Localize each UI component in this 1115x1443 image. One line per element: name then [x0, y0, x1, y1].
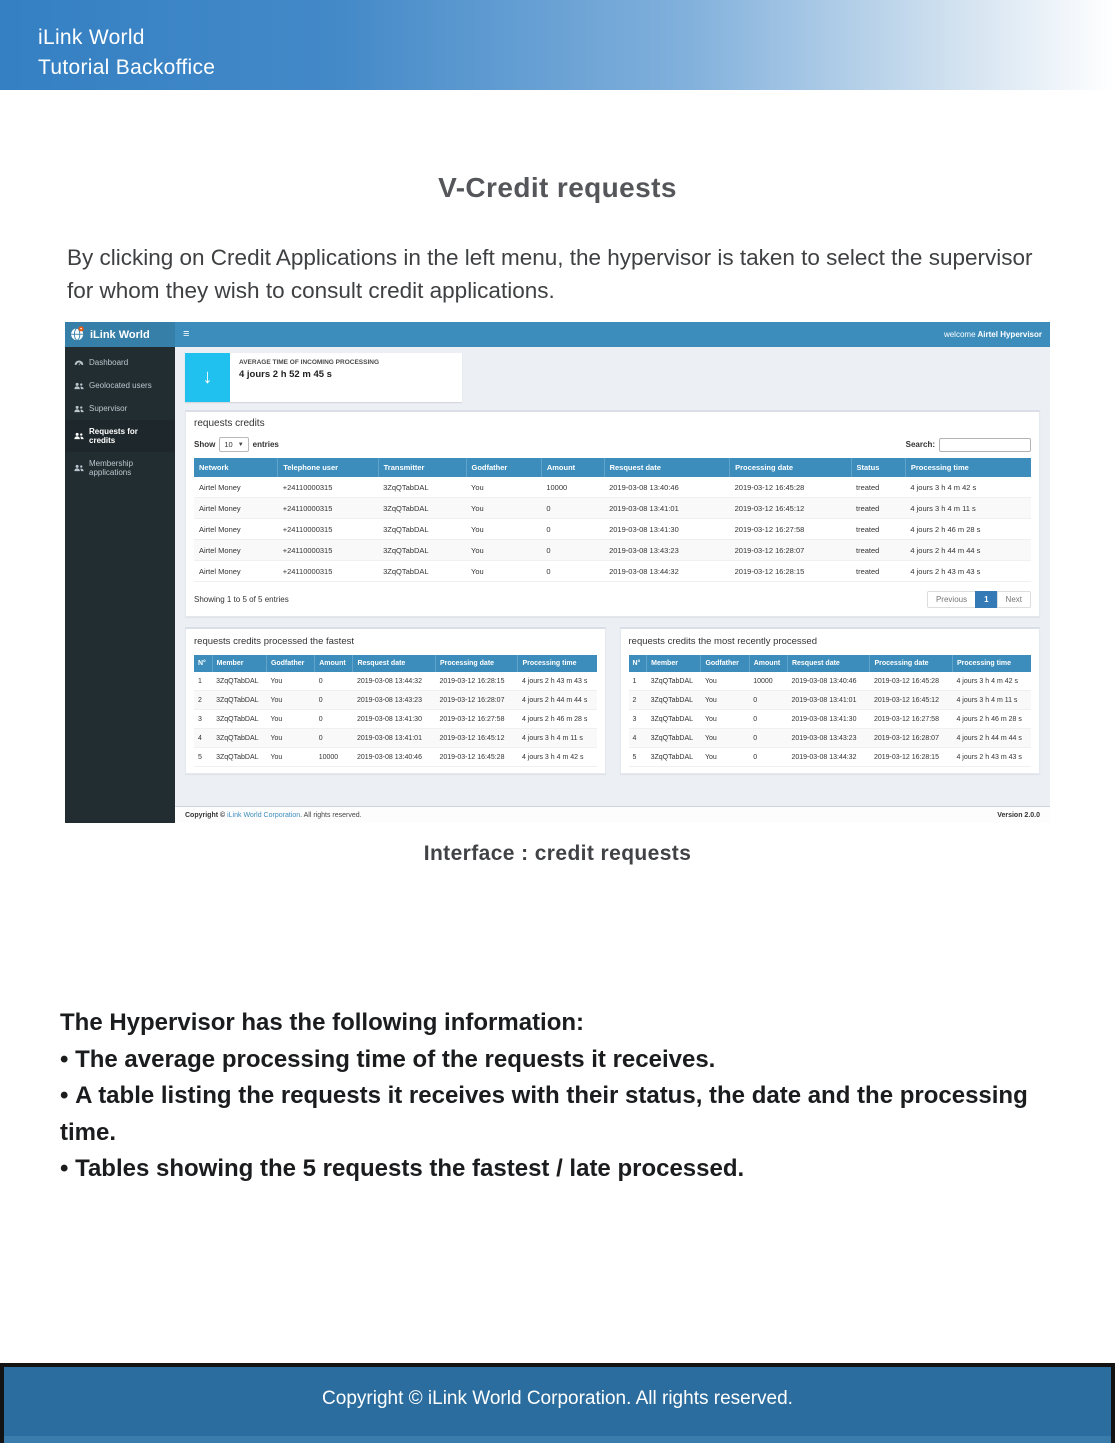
table-footer — [186, 582, 1039, 610]
table-row — [629, 710, 1032, 729]
table-cell: 5 — [194, 748, 212, 767]
users-icon — [74, 405, 84, 413]
table-cell: You — [266, 748, 314, 767]
table-cell: 2019-03-08 13:41:01 — [787, 691, 870, 710]
pagination-page-1[interactable]: 1 — [975, 591, 997, 608]
table-cell: 0 — [315, 710, 353, 729]
page-footer — [0, 1363, 1115, 1443]
users-icon — [74, 432, 84, 440]
table-cell: 2019-03-08 13:41:01 — [353, 729, 436, 748]
table-row — [194, 710, 597, 729]
sidebar-item-label: Dashboard — [89, 358, 129, 367]
table-cell: +24110000315 — [278, 519, 378, 540]
app-version: Version 2.0.0 — [997, 811, 1040, 819]
table-cell: 4 — [194, 729, 212, 748]
table-cell: 2019-03-12 16:28:15 — [730, 561, 851, 582]
table-cell: 2019-03-08 13:40:46 — [787, 672, 870, 691]
table-cell: You — [466, 498, 541, 519]
table-row — [194, 477, 1031, 498]
document-header — [0, 0, 1115, 90]
table-cell: 0 — [541, 519, 604, 540]
table-cell: +24110000315 — [278, 540, 378, 561]
welcome-user: Airtel Hypervisor — [977, 330, 1042, 339]
stat-value: 4 jours 2 h 52 m 45 s — [239, 369, 332, 380]
stat-label: AVERAGE TIME OF INCOMING PROCESSING — [239, 359, 380, 366]
table-cell: You — [701, 748, 749, 767]
table-row — [629, 748, 1032, 767]
sidebar — [65, 347, 175, 823]
doc-header-title: iLink World — [38, 26, 145, 49]
table-cell: 4 jours 2 h 46 m 28 s — [518, 710, 597, 729]
table-cell: You — [466, 561, 541, 582]
table-cell: 0 — [315, 672, 353, 691]
table-cell: treated — [851, 561, 905, 582]
table-cell: 2 — [194, 691, 212, 710]
table-cell: 1 — [629, 672, 647, 691]
stat-text — [230, 353, 388, 402]
table-cell: 3 — [629, 710, 647, 729]
table-cell: 3ZqQTabDAL — [378, 540, 466, 561]
table-cell: 3ZqQTabDAL — [212, 710, 266, 729]
table-header-row — [194, 655, 597, 672]
column-header[interactable]: N° — [194, 655, 212, 672]
app-brand-label: iLink World — [90, 328, 150, 341]
table-cell: You — [466, 540, 541, 561]
table-cell: 0 — [315, 729, 353, 748]
recent-requests-table — [629, 655, 1032, 767]
table-cell: You — [701, 691, 749, 710]
app-brand[interactable] — [65, 322, 175, 347]
entries-label: entries — [252, 440, 279, 449]
column-header[interactable]: Godfather — [466, 458, 541, 477]
table-cell: Airtel Money — [194, 477, 278, 498]
chevron-down-icon: ▼ — [237, 441, 244, 448]
sidebar-item-label: Membership applications — [89, 459, 134, 477]
table-cell: 2019-03-12 16:28:07 — [870, 729, 953, 748]
table-cell: 2019-03-12 16:28:07 — [435, 691, 518, 710]
table-cell: 2019-03-08 13:44:32 — [353, 672, 436, 691]
table-cell: 2019-03-08 13:40:46 — [353, 748, 436, 767]
table-row — [194, 691, 597, 710]
fastest-requests-panel — [185, 627, 606, 774]
sidebar-item-membership-applications[interactable] — [65, 452, 175, 484]
app-body — [65, 347, 1050, 823]
app-footer — [175, 806, 1050, 823]
navbar-rest — [175, 322, 1050, 347]
sidebar-item-requests-for-credits[interactable] — [65, 420, 175, 452]
table-cell: 4 jours 2 h 46 m 28 s — [905, 519, 1031, 540]
table-cell: 0 — [541, 498, 604, 519]
column-header[interactable]: Resquest date — [787, 655, 870, 672]
sidebar-item-label: Geolocated users — [89, 381, 152, 390]
table-cell: 2019-03-12 16:45:28 — [870, 672, 953, 691]
table-cell: 3ZqQTabDAL — [378, 498, 466, 519]
info-bullet-1: • The average processing time of the requests it receives. — [60, 1042, 1065, 1079]
pagination-next[interactable]: Next — [997, 591, 1031, 608]
table-cell: 2019-03-08 13:43:23 — [787, 729, 870, 748]
table-cell: You — [266, 710, 314, 729]
table-cell: Airtel Money — [194, 540, 278, 561]
table-cell: You — [701, 672, 749, 691]
showing-entries-text: Showing 1 to 5 of 5 entries — [194, 595, 289, 604]
table-cell: 3ZqQTabDAL — [212, 729, 266, 748]
sidebar-item-geolocated-users[interactable] — [65, 374, 175, 397]
table-row — [194, 748, 597, 767]
table-cell: 4 jours 2 h 46 m 28 s — [952, 710, 1031, 729]
table-cell: 2019-03-12 16:45:12 — [870, 691, 953, 710]
app-footer-copyright — [185, 812, 362, 819]
requests-credits-panel — [185, 410, 1040, 617]
table-cell: 3 — [194, 710, 212, 729]
table-cell: 2019-03-08 13:40:46 — [604, 477, 730, 498]
down-arrow-icon: ↓ — [185, 353, 230, 402]
info-heading: The Hypervisor has the following information: — [60, 1009, 585, 1036]
table-cell: 4 jours 2 h 43 m 43 s — [518, 672, 597, 691]
table-row — [194, 540, 1031, 561]
panel-title: requests credits the most recently processed — [628, 636, 818, 647]
table-cell: 2019-03-12 16:27:58 — [730, 519, 851, 540]
table-cell: 2019-03-12 16:45:12 — [730, 498, 851, 519]
table-row — [629, 729, 1032, 748]
table-cell: 0 — [749, 748, 787, 767]
table-cell: 2019-03-08 13:41:30 — [604, 519, 730, 540]
pagination-previous[interactable]: Previous — [927, 591, 976, 608]
table-cell: 2019-03-12 16:27:58 — [870, 710, 953, 729]
column-header[interactable]: Member — [647, 655, 701, 672]
table-cell: 2019-03-08 13:41:01 — [604, 498, 730, 519]
bottom-panels-row — [185, 627, 1040, 774]
table-cell: 2019-03-12 16:27:58 — [435, 710, 518, 729]
table-cell: 3ZqQTabDAL — [647, 672, 701, 691]
table-cell: +24110000315 — [278, 561, 378, 582]
page-title: V-Credit requests — [438, 172, 677, 203]
table-cell: You — [266, 691, 314, 710]
column-header[interactable]: Amount — [749, 655, 787, 672]
page-length-select[interactable] — [219, 437, 248, 452]
table-cell: 3ZqQTabDAL — [378, 561, 466, 582]
table-cell: +24110000315 — [278, 498, 378, 519]
page-footer-text: Copyright © iLink World Corporation. All rights reserved. — [322, 1388, 793, 1409]
sidebar-item-supervisor[interactable] — [65, 397, 175, 420]
table-header-row — [194, 458, 1031, 477]
column-header[interactable]: Telephone user — [278, 458, 378, 477]
column-header[interactable]: Resquest date — [353, 655, 436, 672]
column-header[interactable]: Processing time — [952, 655, 1031, 672]
table-cell: 0 — [749, 729, 787, 748]
column-header[interactable]: Status — [851, 458, 905, 477]
table-row — [194, 672, 597, 691]
table-cell: Airtel Money — [194, 561, 278, 582]
column-header[interactable]: Processing time — [905, 458, 1031, 477]
users-icon — [74, 464, 84, 472]
table-cell: Airtel Money — [194, 498, 278, 519]
table-cell: 10000 — [315, 748, 353, 767]
table-cell: 2019-03-08 13:43:23 — [604, 540, 730, 561]
column-header[interactable]: Amount — [541, 458, 604, 477]
table-cell: 4 — [629, 729, 647, 748]
table-cell: 2019-03-12 16:45:28 — [730, 477, 851, 498]
table-cell: 3ZqQTabDAL — [647, 710, 701, 729]
panel-title: requests credits processed the fastest — [194, 636, 354, 647]
copyright-prefix: Copyright © — [185, 811, 228, 819]
table-cell: 4 jours 3 h 4 m 11 s — [905, 498, 1031, 519]
column-header[interactable]: Member — [212, 655, 266, 672]
column-header[interactable]: Resquest date — [604, 458, 730, 477]
table-cell: 2019-03-12 16:28:15 — [435, 672, 518, 691]
dashboard-icon — [74, 359, 84, 367]
table-cell: 4 jours 3 h 4 m 42 s — [518, 748, 597, 767]
figure-caption: Interface : credit requests — [423, 842, 692, 865]
table-cell: 4 jours 3 h 4 m 11 s — [952, 691, 1031, 710]
table-cell: 2019-03-12 16:45:12 — [435, 729, 518, 748]
column-header[interactable]: Processing date — [435, 655, 518, 672]
table-cell: 3ZqQTabDAL — [212, 748, 266, 767]
info-bullet-2: • A table listing the requests it receives with their status, the date and the processing time. — [60, 1078, 1065, 1151]
table-cell: You — [701, 729, 749, 748]
table-cell: 0 — [749, 691, 787, 710]
table-cell: Airtel Money — [194, 519, 278, 540]
table-row — [194, 729, 597, 748]
table-cell: 4 jours 2 h 43 m 43 s — [952, 748, 1031, 767]
sidebar-toggle-icon[interactable]: ≡ — [183, 328, 190, 340]
column-header[interactable]: Amount — [315, 655, 353, 672]
table-cell: 1 — [194, 672, 212, 691]
table-cell: 3ZqQTabDAL — [378, 477, 466, 498]
table-cell: 4 jours 2 h 43 m 43 s — [905, 561, 1031, 582]
column-header[interactable]: Network — [194, 458, 278, 477]
table-cell: You — [701, 710, 749, 729]
table-cell: You — [266, 729, 314, 748]
requests-credits-table — [194, 458, 1031, 582]
table-cell: 2019-03-08 13:44:32 — [604, 561, 730, 582]
table-cell: You — [266, 672, 314, 691]
table-cell: 4 jours 3 h 4 m 42 s — [952, 672, 1031, 691]
table-cell: 4 jours 3 h 4 m 42 s — [905, 477, 1031, 498]
show-label: Show — [194, 440, 216, 449]
table-row — [194, 519, 1031, 540]
column-header[interactable]: Godfather — [701, 655, 749, 672]
search-label: Search: — [905, 440, 935, 449]
table-cell: 2019-03-12 16:28:07 — [730, 540, 851, 561]
table-cell: 3ZqQTabDAL — [647, 748, 701, 767]
column-header[interactable]: Transmitter — [378, 458, 466, 477]
table-cell: 2019-03-08 13:44:32 — [787, 748, 870, 767]
table-row — [629, 691, 1032, 710]
app-navbar — [65, 322, 1050, 347]
table-cell: 0 — [315, 691, 353, 710]
table-cell: +24110000315 — [278, 477, 378, 498]
table-cell: You — [466, 519, 541, 540]
table-cell: 10000 — [541, 477, 604, 498]
table-cell: 3ZqQTabDAL — [378, 519, 466, 540]
info-block — [60, 1005, 1065, 1188]
info-bullet-3: • Tables showing the 5 requests the fastest / late processed. — [60, 1151, 1065, 1188]
column-header[interactable]: N° — [629, 655, 647, 672]
table-cell: 2019-03-08 13:41:30 — [787, 710, 870, 729]
content-area — [175, 347, 1050, 823]
sidebar-item-label: Requests for credits — [89, 427, 138, 445]
doc-header-subtitle: Tutorial Backoffice — [38, 56, 216, 79]
table-cell: 3ZqQTabDAL — [647, 729, 701, 748]
table-cell: 0 — [541, 561, 604, 582]
table-cell: 4 jours 2 h 44 m 44 s — [905, 540, 1031, 561]
table-cell: You — [466, 477, 541, 498]
table-cell: 4 jours 2 h 44 m 44 s — [518, 691, 597, 710]
table-cell: 0 — [541, 540, 604, 561]
page-length-control — [194, 437, 279, 452]
table-cell: treated — [851, 519, 905, 540]
column-header[interactable]: Processing date — [730, 458, 851, 477]
table-cell: 10000 — [749, 672, 787, 691]
table-cell: 2019-03-08 13:41:30 — [353, 710, 436, 729]
table-cell: 3ZqQTabDAL — [212, 672, 266, 691]
table-header-row — [629, 655, 1032, 672]
table-cell: 2 — [629, 691, 647, 710]
welcome-prefix: welcome — [943, 330, 976, 339]
average-time-stat-box — [185, 353, 462, 402]
table-cell: 2019-03-12 16:45:28 — [435, 748, 518, 767]
table-controls — [186, 436, 1039, 458]
pagination — [928, 591, 1031, 608]
users-icon — [74, 382, 84, 390]
table-cell: 3ZqQTabDAL — [212, 691, 266, 710]
recent-requests-panel — [620, 627, 1041, 774]
table-cell: 2019-03-12 16:28:15 — [870, 748, 953, 767]
copyright-suffix: . All rights reserved. — [300, 811, 362, 819]
column-header[interactable]: Processing date — [870, 655, 953, 672]
table-cell: 3ZqQTabDAL — [647, 691, 701, 710]
table-cell: treated — [851, 477, 905, 498]
table-row — [629, 672, 1032, 691]
table-cell: 4 jours 2 h 44 m 44 s — [952, 729, 1031, 748]
table-row — [194, 498, 1031, 519]
search-control — [906, 438, 1031, 452]
sidebar-item-dashboard[interactable] — [65, 351, 175, 374]
intro-paragraph: By clicking on Credit Applications in the left menu, the hypervisor is taken to select the supervisor for whom they wish to consult credit applications. — [67, 245, 1033, 303]
sidebar-item-label: Supervisor — [89, 404, 128, 413]
table-row — [194, 561, 1031, 582]
corporation-link[interactable]: iLink World Corporation — [227, 811, 301, 819]
table-cell: treated — [851, 498, 905, 519]
panel-title: requests credits — [194, 418, 265, 429]
table-cell: 2019-03-08 13:43:23 — [353, 691, 436, 710]
fastest-requests-table — [194, 655, 597, 767]
app-logo-icon — [70, 326, 85, 344]
backoffice-screenshot — [65, 322, 1050, 823]
column-header[interactable]: Godfather — [266, 655, 314, 672]
page-length-value: 10 — [224, 440, 233, 449]
table-cell: 0 — [749, 710, 787, 729]
search-input[interactable] — [939, 438, 1031, 452]
welcome-text — [944, 330, 1042, 339]
table-cell: treated — [851, 540, 905, 561]
table-cell: 4 jours 3 h 4 m 11 s — [518, 729, 597, 748]
table-cell: 5 — [629, 748, 647, 767]
column-header[interactable]: Processing time — [518, 655, 597, 672]
